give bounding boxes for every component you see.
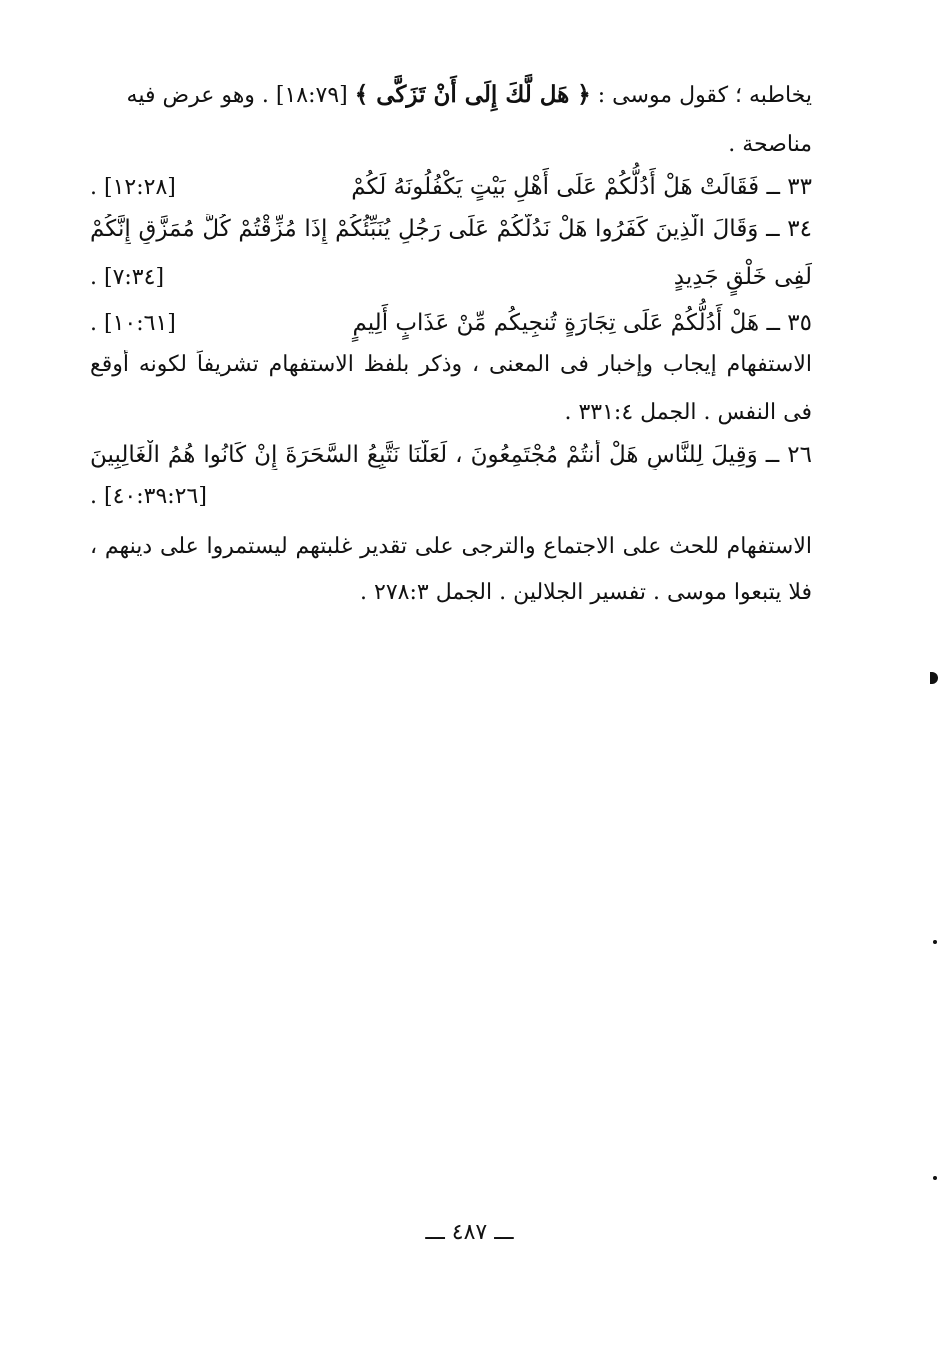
item-35 (90, 306, 812, 340)
page-number: ـــ ٤٨٧ ـــ (425, 1220, 514, 1245)
commentary-line: الاستفهام للحث على الاجتماع والترجى على تقدير غلبتهم ليستمروا على دينهم ، (90, 534, 812, 559)
intro-text-a: يخاطبه ؛ كقول موسى : (597, 83, 812, 108)
verse-text: لَفِى خَلْقٍ جَدِيدٍ (673, 264, 812, 290)
quran-verse: ﴿ هَل لَّكَ إِلَى أَنْ تَزَكَّى ﴾ (354, 81, 591, 108)
verse-text: ٣٥ ــ هَلْ أَدُلُّكُمْ عَلَى تِجَارَةٍ تُنجِيكُم مِّنْ عَذَابٍ أَلِيمٍ (352, 310, 812, 336)
item-33 (90, 170, 812, 204)
verse-reference: [٤٠:٣٩:٢٦] . (90, 484, 207, 509)
item-34-line-1: ٣٤ ــ وَقَالَ الَّذِينَ كَفَرُوا هَلْ نَدُلُّكُمْ عَلَى رَجُلٍ يُنَبِّئُكُمْ إِذَا مُزِّقْتُمْ كُلَّ مُمَزَّقٍ إِنَّكُمْ (90, 216, 812, 242)
intro-line-1 (90, 80, 812, 111)
verse-reference: [٧:٣٤] . (90, 265, 165, 290)
scan-mark (930, 672, 938, 684)
commentary-line: الاستفهام إيجاب وإخبار فى المعنى ، وذكر بلفظ الاستفهام تشريفاً لكونه أوقع (90, 352, 812, 377)
verse-reference: [١٨:٧٩] . وهو عرض فيه (126, 83, 348, 108)
intro-line-2: مناصحة . (728, 132, 812, 157)
verse-text: ٣٣ ــ فَقَالَتْ هَلْ أَدُلُّكُمْ عَلَى أَهْلِ بَيْتٍ يَكْفُلُونَهُ لَكُمْ (351, 174, 812, 200)
verse-reference: [١٢:٢٨] . (90, 175, 176, 200)
scan-mark (933, 1176, 937, 1180)
item-26-line-1: ٢٦ ــ وَقِيلَ لِلنَّاسِ هَلْ أَنتُمْ مُجْتَمِعُونَ ، لَعَلَّنَا نَتَّبِعُ السَّحَرَةَ إِنْ كَانُوا هُمُ الْغَالِبِينَ (90, 442, 812, 468)
commentary-line: فى النفس . الجمل ٣٣١:٤ . (564, 400, 812, 425)
scan-mark (933, 940, 937, 944)
verse-reference: [١٠:٦١] . (90, 311, 176, 336)
item-26-line-2 (90, 480, 812, 514)
commentary-line: فلا يتبعوا موسى . تفسير الجلالين . الجمل ٢٧٨:٣ . (360, 580, 812, 605)
item-34-line-2 (90, 260, 812, 294)
